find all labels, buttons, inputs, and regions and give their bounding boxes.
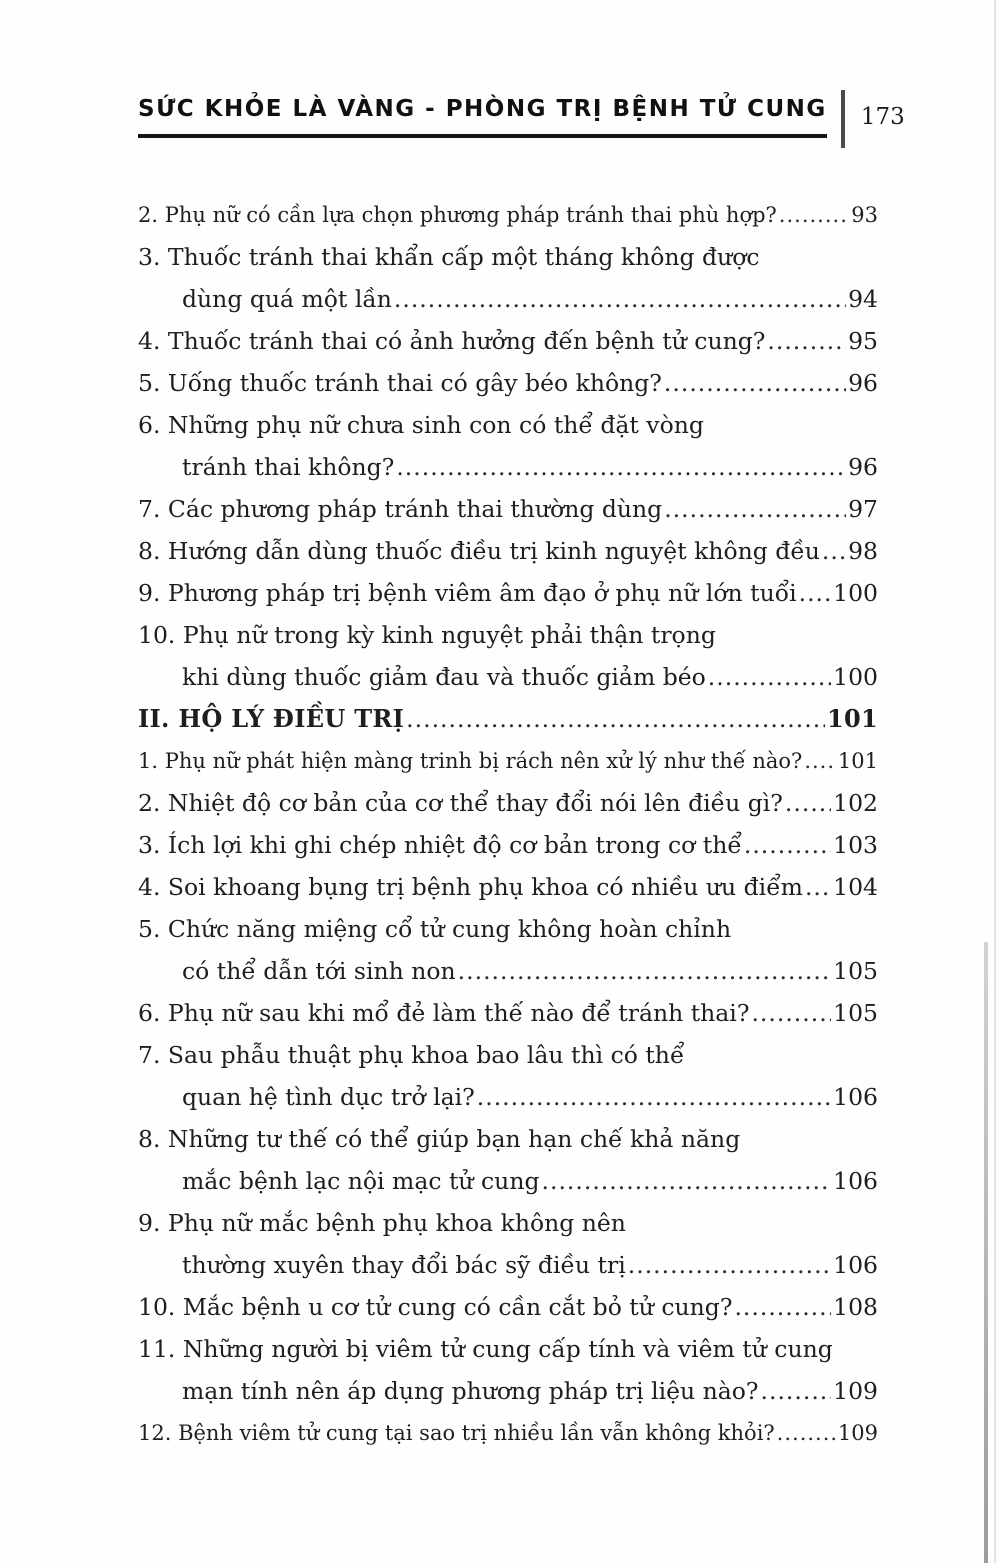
toc-entry-page: 101: [827, 704, 878, 733]
dot-leader: [805, 866, 831, 908]
toc-line: [138, 908, 878, 950]
toc-entry-text: 10. Mắc bệnh u cơ tử cung có cần cắt bỏ tử cung?: [138, 1293, 733, 1321]
dot-leader: [477, 1076, 831, 1118]
toc-line: [138, 362, 878, 404]
toc-entry-page: 102: [833, 789, 878, 817]
dot-leader: [734, 1286, 831, 1328]
toc-entry-text: 8. Hướng dẫn dùng thuốc điều trị kinh nguyệt không đều: [138, 537, 820, 565]
toc-line: [138, 488, 878, 530]
toc-entry-page: 95: [848, 327, 878, 355]
toc-line: [138, 1244, 878, 1286]
toc-entry-text: 12. Bệnh viêm tử cung tại sao trị nhiều lần vẫn không khỏi?: [138, 1421, 775, 1445]
toc-entry-page: 106: [833, 1083, 878, 1111]
toc-entry-page: 109: [837, 1421, 878, 1445]
toc-entry-text: 11. Những người bị viêm tử cung cấp tính và viêm tử cung: [138, 1335, 833, 1363]
toc-entry-text: 6. Phụ nữ sau khi mổ đẻ làm thế nào để tránh thai?: [138, 999, 750, 1027]
toc-section-heading: [138, 698, 878, 740]
toc-entry-page: 100: [833, 579, 878, 607]
toc-entry-text: 5. Uống thuốc tránh thai có gây béo không?: [138, 369, 662, 397]
toc-entry-text: khi dùng thuốc giảm đau và thuốc giảm béo: [182, 663, 706, 691]
toc-entry-text: 8. Những tư thế có thể giúp bạn hạn chế khả năng: [138, 1125, 741, 1153]
dot-leader: [628, 1244, 831, 1286]
toc-entry-page: 106: [833, 1251, 878, 1279]
toc-entry-page: 104: [833, 873, 878, 901]
toc-entry-page: 93: [851, 203, 878, 227]
toc-entry-text: 9. Phụ nữ mắc bệnh phụ khoa không nên: [138, 1209, 626, 1237]
toc-line: [138, 1328, 878, 1370]
dot-leader: [664, 488, 846, 530]
toc-line: [138, 236, 878, 278]
toc-entry-text: mạn tính nên áp dụng phương pháp trị liệu nào?: [182, 1377, 759, 1405]
toc-line: [138, 278, 878, 320]
toc-entry-text: 5. Chức năng miệng cổ tử cung không hoàn chỉnh: [138, 915, 732, 943]
toc-entry-text: 3. Thuốc tránh thai khẩn cấp một tháng không được: [138, 243, 760, 271]
dot-leader: [799, 572, 832, 614]
toc-line: [138, 1118, 878, 1160]
toc-entry-text: 2. Nhiệt độ cơ bản của cơ thể thay đổi nói lên điều gì?: [138, 789, 783, 817]
toc-entry-text: tránh thai không?: [182, 453, 395, 481]
toc-entry-text: 1. Phụ nữ phát hiện màng trinh bị rách nên xử lý như thế nào?: [138, 749, 803, 773]
toc-entry-page: 96: [848, 453, 878, 481]
toc-line: [138, 530, 878, 572]
toc-line: [138, 1034, 878, 1076]
header-title-block: [138, 96, 827, 138]
toc-entry-page: 103: [833, 831, 878, 859]
toc-line: [138, 1160, 878, 1202]
toc-entry-page: 97: [848, 495, 878, 523]
toc-line: [138, 320, 878, 362]
toc-entry-text: mắc bệnh lạc nội mạc tử cung: [182, 1167, 540, 1195]
toc-line: [138, 950, 878, 992]
dot-leader: [458, 950, 831, 992]
toc-entry-text: II. HỘ LÝ ĐIỀU TRỊ: [138, 704, 405, 733]
scan-edge-artifact: [984, 942, 988, 1563]
toc-entry-text: 10. Phụ nữ trong kỳ kinh nguyệt phải thận trọng: [138, 621, 716, 649]
dot-leader: [542, 1160, 832, 1202]
dot-leader: [785, 782, 831, 824]
toc-entry-page: 101: [837, 749, 878, 773]
dot-leader: [822, 530, 846, 572]
toc-entry-text: 9. Phương pháp trị bệnh viêm âm đạo ở phụ nữ lớn tuổi: [138, 579, 797, 607]
toc-entry-page: 100: [833, 663, 878, 691]
toc-line: [138, 446, 878, 488]
toc-line: [138, 992, 878, 1034]
toc-entry-text: 3. Ích lợi khi ghi chép nhiệt độ cơ bản trong cơ thể: [138, 831, 742, 859]
page-number: 173: [860, 104, 905, 130]
toc-entry-text: 7. Các phương pháp tránh thai thường dùng: [138, 495, 663, 523]
toc-line: [138, 194, 878, 236]
toc-entry-page: 105: [833, 957, 878, 985]
toc-line: [138, 1412, 878, 1454]
toc-entry-text: 6. Những phụ nữ chưa sinh con có thể đặt vòng: [138, 411, 704, 439]
dot-leader: [744, 824, 831, 866]
dot-leader: [394, 278, 846, 320]
scan-edge-faint-artifact: [994, 0, 996, 1563]
toc-line: [138, 782, 878, 824]
toc-line: [138, 404, 878, 446]
toc-line: [138, 824, 878, 866]
dot-leader: [767, 320, 846, 362]
toc-entry-page: 105: [833, 999, 878, 1027]
dot-leader: [396, 446, 846, 488]
dot-leader: [804, 740, 836, 782]
toc-line: [138, 1286, 878, 1328]
toc-entry-text: 4. Thuốc tránh thai có ảnh hưởng đến bệnh tử cung?: [138, 327, 766, 355]
toc-entry-page: 106: [833, 1167, 878, 1195]
running-header-title: SỨC KHỎE LÀ VÀNG - PHÒNG TRỊ BỆNH TỬ CUNG: [138, 96, 827, 122]
toc-entry-page: 109: [833, 1377, 878, 1405]
dot-leader: [779, 194, 849, 236]
toc-entry-text: 7. Sau phẫu thuật phụ khoa bao lâu thì có thể: [138, 1041, 685, 1069]
dot-leader: [761, 1370, 832, 1412]
toc-line: [138, 1202, 878, 1244]
dot-leader: [751, 992, 831, 1034]
table-of-contents: [138, 194, 878, 1454]
toc-line: [138, 740, 878, 782]
dot-leader: [664, 362, 846, 404]
toc-line: [138, 614, 878, 656]
toc-entry-text: có thể dẫn tới sinh non: [182, 957, 456, 985]
toc-entry-page: 98: [848, 537, 878, 565]
dot-leader: [777, 1412, 836, 1454]
page-header: [138, 96, 905, 148]
toc-entry-page: 96: [848, 369, 878, 397]
toc-line: [138, 572, 878, 614]
toc-line: [138, 1076, 878, 1118]
toc-entry-page: 94: [848, 285, 878, 313]
toc-line: [138, 656, 878, 698]
toc-entry-page: 108: [833, 1293, 878, 1321]
toc-entry-text: dùng quá một lần: [182, 285, 392, 313]
toc-entry-text: 4. Soi khoang bụng trị bệnh phụ khoa có nhiều ưu điểm: [138, 873, 803, 901]
toc-entry-text: 2. Phụ nữ có cần lựa chọn phương pháp tránh thai phù hợp?: [138, 203, 777, 227]
header-divider-rule: [841, 90, 845, 148]
dot-leader: [708, 656, 831, 698]
toc-line: [138, 1370, 878, 1412]
dot-leader: [406, 698, 825, 740]
toc-entry-text: quan hệ tình dục trở lại?: [182, 1083, 475, 1111]
toc-entry-text: thường xuyên thay đổi bác sỹ điều trị: [182, 1251, 626, 1279]
toc-line: [138, 866, 878, 908]
